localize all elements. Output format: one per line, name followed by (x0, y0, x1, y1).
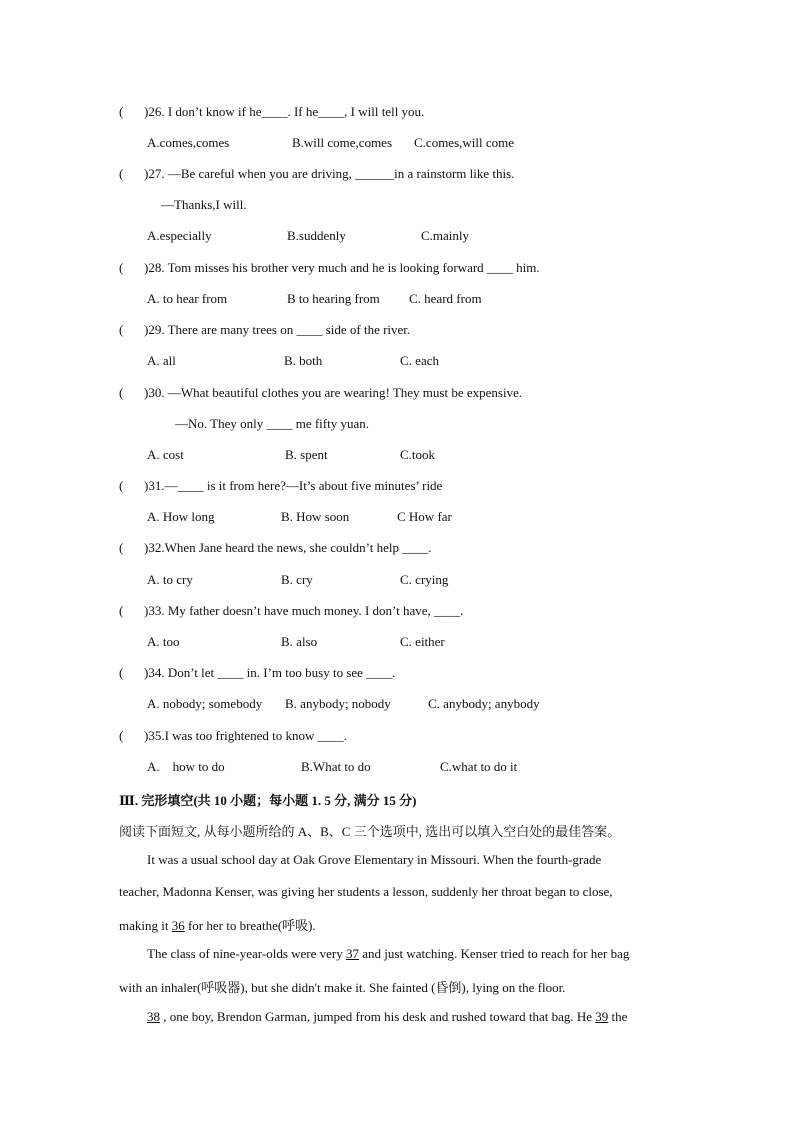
option-c: C. crying (400, 572, 449, 587)
option-c: C.comes,will come (414, 135, 515, 150)
options-34 (0, 696, 794, 714)
options-32 (0, 572, 794, 590)
option-c: C.took (400, 447, 436, 462)
passage-text: and just watching. Kenser tried to reach for her bag (359, 946, 630, 961)
passage-text: for her to breathe(呼吸). (184, 918, 316, 933)
answer-bracket[interactable]: ( (119, 166, 124, 181)
options-29 (0, 353, 794, 371)
question-28 (119, 260, 540, 276)
options-31 (0, 509, 794, 527)
answer-bracket[interactable]: ( (119, 603, 124, 618)
passage-line (119, 946, 675, 962)
passage-line: teacher, Madonna Kenser, was giving her students a lesson, suddenly her throat began to close, (119, 884, 613, 899)
question-stem: )31.—____ is it from here?—It’s about five minutes’ ride (144, 478, 443, 493)
options-26 (0, 135, 794, 153)
passage-text: The class of nine-year-olds were very (147, 946, 346, 961)
question-stem: )26. I don’t know if he____. If he____, I will tell you. (144, 104, 425, 119)
option-a: A. to hear from (147, 291, 228, 306)
option-b: B. both (284, 353, 323, 368)
passage-text: , one boy, Brendon Garman, jumped from his desk and rushed toward that bag. He (160, 1009, 596, 1024)
options-30 (0, 447, 794, 465)
option-a: A.comes,comes (147, 135, 230, 150)
question-30 (119, 385, 522, 401)
option-a: A. all (147, 353, 176, 368)
question-stem: )32.When Jane heard the news, she couldn’t help ____. (144, 540, 432, 555)
question-stem: )28. Tom misses his brother very much and he is looking forward ____ him. (144, 260, 540, 275)
section-title: Ⅲ. 完形填空(共 10 小题；每小题 1. 5 分, 满分 15 分) (119, 793, 417, 808)
options-28 (0, 291, 794, 309)
options-35 (0, 759, 794, 777)
answer-bracket[interactable]: ( (119, 665, 124, 680)
question-stem: )27. —Be careful when you are driving, ______in a rainstorm like this. (144, 166, 515, 181)
option-b: B.suddenly (287, 228, 346, 243)
option-c: C. heard from (409, 291, 482, 306)
option-b: B to hearing from (287, 291, 380, 306)
answer-bracket[interactable]: ( (119, 260, 124, 275)
question-stem: )34. Don’t let ____ in. I’m too busy to see ____. (144, 665, 396, 680)
passage-line: It was a usual school day at Oak Grove Elementary in Missouri. When the fourth-grade (147, 852, 602, 867)
question-27 (119, 166, 514, 182)
passage-text: making it (119, 918, 172, 933)
option-c: C. anybody; anybody (428, 696, 540, 711)
question-stem: )30. —What beautiful clothes you are wearing! They must be expensive. (144, 385, 523, 400)
question-stem: )33. My father doesn’t have much money. I don’t have, ____. (144, 603, 464, 618)
option-b: B. spent (285, 447, 328, 462)
answer-bracket[interactable]: ( (119, 728, 124, 743)
question-32 (119, 540, 432, 556)
option-b: B.What to do (301, 759, 371, 774)
option-a: A.especially (147, 228, 212, 243)
option-a: A. too (147, 634, 180, 649)
option-a: A. how to do (147, 759, 225, 774)
options-33 (0, 634, 794, 652)
question-35 (119, 728, 347, 744)
passage-text: the (608, 1009, 628, 1024)
answer-bracket[interactable]: ( (119, 385, 124, 400)
option-c: C.mainly (421, 228, 470, 243)
question-stem: )35.I was too frightened to know ____. (144, 728, 347, 743)
option-b: B.will come,comes (292, 135, 393, 150)
answer-bracket[interactable]: ( (119, 478, 124, 493)
answer-bracket[interactable]: ( (119, 540, 124, 555)
passage-line (119, 915, 675, 934)
question-26 (119, 104, 424, 120)
answer-bracket[interactable]: ( (119, 104, 124, 119)
blank-39: 39 (595, 1009, 609, 1024)
answer-bracket[interactable]: ( (119, 322, 124, 337)
question-34 (119, 665, 395, 681)
option-b: B. How soon (281, 509, 350, 524)
option-b: B. also (281, 634, 318, 649)
option-c: C How far (397, 509, 452, 524)
question-31 (119, 478, 442, 494)
passage-line (119, 1009, 675, 1025)
option-a: A. nobody; somebody (147, 696, 263, 711)
section-instructions: 阅读下面短文, 从每小题所给的 A、B、C 三个选项中, 选出可以填入空白处的最佳答案。 (119, 824, 621, 839)
blank-36: 36 (171, 918, 185, 933)
option-a: A. cost (147, 447, 184, 462)
option-a: A. to cry (147, 572, 193, 587)
passage-line: with an inhaler(呼吸器), but she didn't make it. She fainted (昏倒), lying on the floor. (119, 980, 566, 995)
question-reply: —No. They only ____ me fifty yuan. (175, 416, 370, 431)
question-stem: )29. There are many trees on ____ side of the river. (144, 322, 411, 337)
question-reply: —Thanks,I will. (161, 197, 247, 212)
options-27 (0, 228, 794, 246)
option-b: B. anybody; nobody (285, 696, 391, 711)
option-c: C.what to do it (440, 759, 518, 774)
blank-37: 37 (346, 946, 359, 961)
question-33 (119, 603, 463, 619)
question-29 (119, 322, 410, 338)
option-c: C. each (400, 353, 439, 368)
option-c: C. either (400, 634, 445, 649)
option-a: A. How long (147, 509, 215, 524)
option-b: B. cry (281, 572, 313, 587)
blank-38: 38 (147, 1009, 160, 1024)
